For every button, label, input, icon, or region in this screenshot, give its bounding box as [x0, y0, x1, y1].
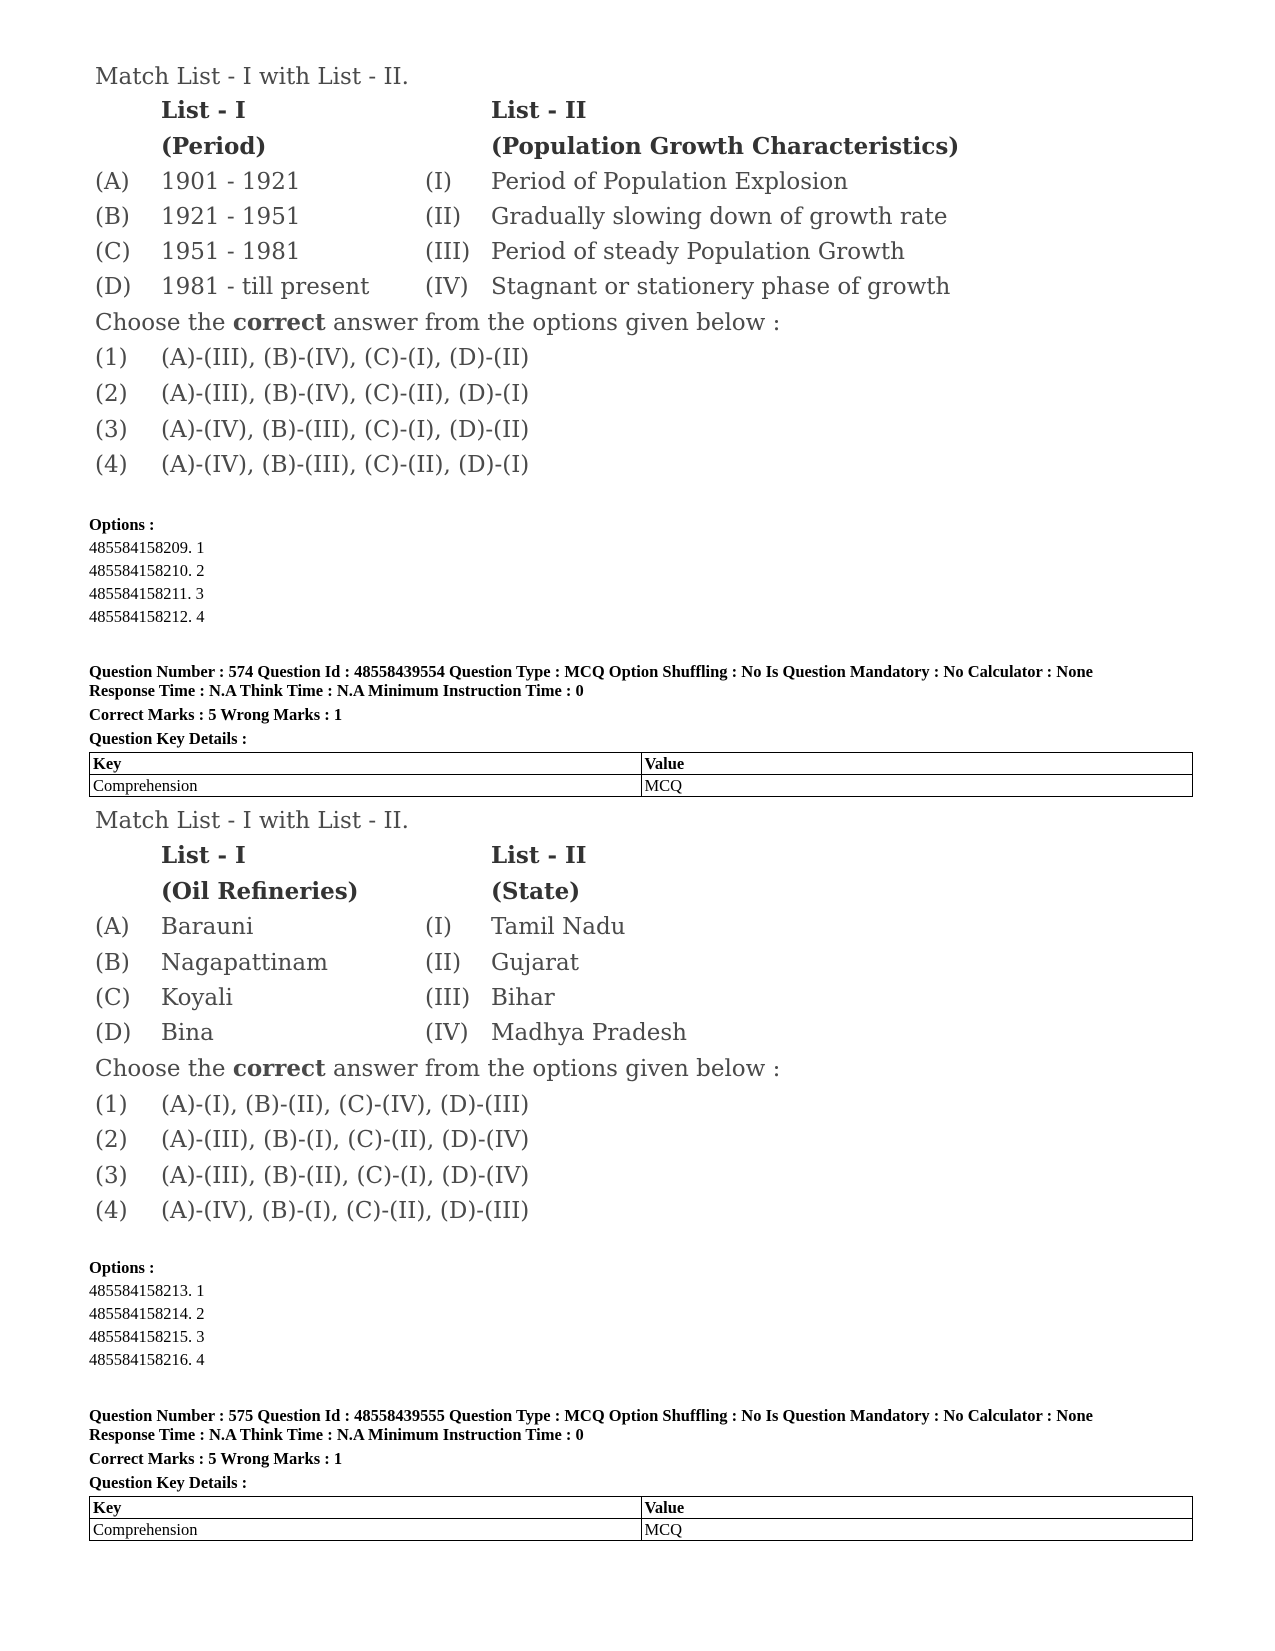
options-label: Options :	[89, 515, 155, 534]
option-id: 485584158214. 2	[89, 1304, 205, 1323]
document-page: Match List - I with List - II. List - I List - II (Period) (Population Growth Characteristics) (A) 1901 - 1921 (I) Period of Population Explosion (B) 1921 - 1951 (II) Gradually slowing down of growth rate (C) 1951 - 1981 (III) Period of steady Population Growth (D) 1981 - till present (IV) Stagnant or stationery phase of growth Choose the correct answer from the options given below : (1) (A)-(III), (B)-(IV), (C)-(I), (D)-(II) (2) (A)-(III), (B)-(IV), (C)-(II), (D)-(I) (3) (A)-(IV), (B)-(III), (C)-(I), (D)-(II) (4) (A)-(IV), (B)-(III), (C)-(II), (D)-(I) Options : 485584158209. 1 485584158210. 2 485584158211. 3 485584158212. 4 Question Number : 574 Question Id : 48558439554 Question Type : MCQ Option Shuffling : No Is Question Mandatory : No Calculator : None Response Time : N.A Think Time : N.A Minimum Instruction Time : 0 Correct Marks : 5 Wrong Marks : 1 Question Key Details : Key Value Comprehension MCQ Match List - I with List - II. List - I List - II (Oil Refineries) (State) (A) Barauni (I) Tamil Nadu (B) Nagapattinam (II) Gujarat (C) Koyali (III) Bihar (D) Bina (IV) Madhya Pradesh Choose the correct answer from the options given below : (1) (A)-(I), (B)-(II), (C)-(IV), (D)-(III) (2) (A)-(III), (B)-(I), (C)-(II), (D)-(IV) (3) (A)-(III), (B)-(II), (C)-(I), (D)-(IV) (4) (A)-(IV), (B)-(I), (C)-(II), (D)-(III) Options : 485584158213. 1 485584158214. 2 485584158215. 3 485584158216. 4 Question Number : 575 Question Id : 48558439555 Question Type : MCQ Option Shuffling : No Is Question Mandatory : No Calculator : None Response Time : N.A Think Time : N.A Minimum Instruction Time : 0 Correct Marks : 5 Wrong Marks : 1 Question Key Details : Key Value Comprehension MCQ	[0, 0, 1275, 1651]
question-meta: Question Number : 575 Question Id : 48558439555 Question Type : MCQ Option Shuffling : No Is Question Mandatory : No Calculator : None	[89, 1406, 1093, 1425]
table-cell-value: MCQ	[641, 775, 1193, 797]
table-row	[90, 775, 1193, 797]
option-id: 485584158215. 3	[89, 1327, 205, 1346]
option-id: 485584158216. 4	[89, 1350, 205, 1369]
question-marks: Correct Marks : 5 Wrong Marks : 1	[89, 705, 343, 724]
table-header-key: Key	[90, 1497, 642, 1519]
key-details-table	[89, 752, 1193, 797]
question-title: Match List - I with List - II.	[95, 808, 409, 834]
list2-subheading: (State)	[491, 878, 581, 905]
instruction-text: Choose the correct answer from the options given below :	[95, 309, 781, 336]
table-row	[90, 1519, 1193, 1541]
list1-subheading: (Oil Refineries)	[161, 878, 359, 905]
list1-heading: List - I	[161, 842, 246, 869]
table-cell-value: MCQ	[641, 1519, 1193, 1541]
list1-heading: List - I	[161, 97, 246, 124]
list1-subheading: (Period)	[161, 133, 267, 160]
key-details-table	[89, 1496, 1193, 1541]
question-timing: Response Time : N.A Think Time : N.A Minimum Instruction Time : 0	[89, 681, 584, 700]
table-header-value: Value	[641, 753, 1193, 775]
table-header-value: Value	[641, 1497, 1193, 1519]
table-cell-key: Comprehension	[90, 1519, 642, 1541]
option-id: 485584158209. 1	[89, 538, 205, 557]
table-header-row	[90, 1497, 1193, 1519]
option-id: 485584158213. 1	[89, 1281, 205, 1300]
list2-subheading: (Population Growth Characteristics)	[491, 133, 960, 160]
question-meta: Question Number : 574 Question Id : 48558439554 Question Type : MCQ Option Shuffling : No Is Question Mandatory : No Calculator : None	[89, 662, 1093, 681]
table-header-row	[90, 753, 1193, 775]
list2-heading: List - II	[491, 97, 587, 124]
option-id: 485584158211. 3	[89, 584, 204, 603]
question-marks: Correct Marks : 5 Wrong Marks : 1	[89, 1449, 343, 1468]
option-id: 485584158210. 2	[89, 561, 205, 580]
options-label: Options :	[89, 1258, 155, 1277]
key-details-label: Question Key Details :	[89, 1473, 248, 1492]
option-id: 485584158212. 4	[89, 607, 205, 626]
question-timing: Response Time : N.A Think Time : N.A Minimum Instruction Time : 0	[89, 1425, 584, 1444]
list2-heading: List - II	[491, 842, 587, 869]
key-details-label: Question Key Details :	[89, 729, 248, 748]
question-title: Match List - I with List - II.	[95, 64, 409, 90]
table-cell-key: Comprehension	[90, 775, 642, 797]
table-header-key: Key	[90, 753, 642, 775]
instruction-text: Choose the correct answer from the options given below :	[95, 1055, 781, 1082]
